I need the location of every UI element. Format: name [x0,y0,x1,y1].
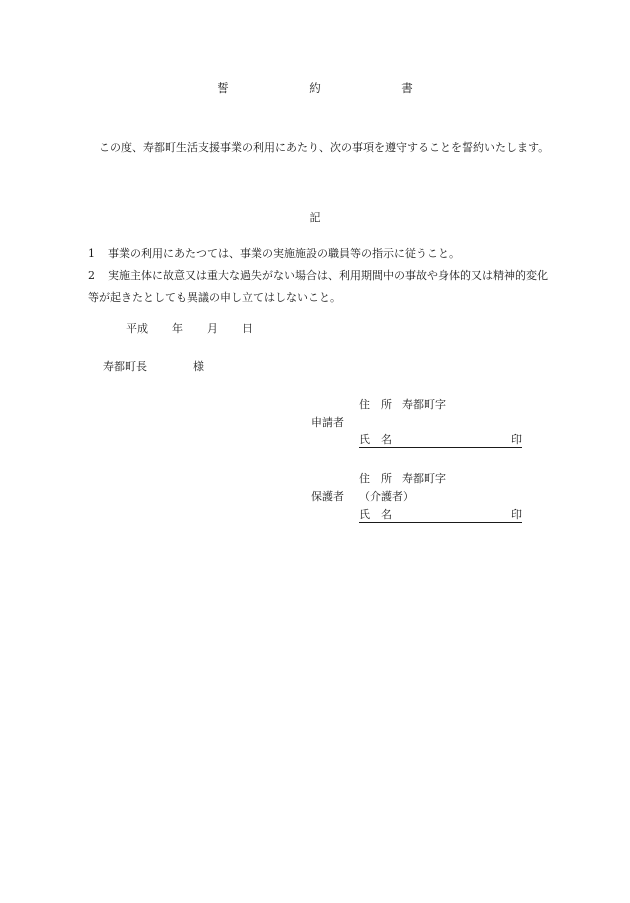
pledge-item-number: 2 [88,269,95,282]
guardian-name-label: 氏 名 [359,508,392,521]
addressee-honorific: 様 [193,360,204,373]
title-char-2: 約 [309,81,321,95]
date-day: 日 [242,322,253,335]
applicant-address [359,399,446,410]
applicant-address-label: 住 所 [359,398,392,411]
applicant-name-field[interactable] [359,434,522,448]
applicant-seal: 印 [511,433,522,446]
pledge-item-1 [88,243,550,265]
date-year: 年 [172,322,183,335]
guardian-address-label: 住 所 [359,472,392,485]
guardian-label: 保護者 [311,490,344,503]
guardian-address [359,473,446,484]
guardian-address-value: 寿都町字 [402,472,446,485]
addressee-name: 寿都町長 [103,360,147,373]
applicant-name-label: 氏 名 [359,433,392,446]
date-era: 平成 [126,322,148,335]
applicant-label: 申請者 [311,416,344,429]
title-char-3: 書 [401,81,413,95]
guardian-sub-label: （介護者） [359,490,414,503]
pledge-item-number: 1 [88,247,95,260]
addressee [103,361,204,372]
guardian-name-field[interactable] [359,509,522,523]
pledge-item-text: 実施主体に故意又は重大な過失がない場合は、利用期間中の事故や身体的又は精神的変化等が起きたとしても異議の申し立てはしないこと。 [88,269,548,304]
guardian-seal: 印 [511,508,522,521]
intro-paragraph: この度、寿都町生活支援事業の利用にあたり、次の事項を遵守することを誓約いたします。 [99,141,550,154]
ki-heading: 記 [309,211,321,224]
pledge-item-2 [88,265,550,309]
applicant-address-value: 寿都町字 [402,398,446,411]
document-title [0,83,630,95]
date-month: 月 [207,322,218,335]
title-char-1: 誓 [217,81,229,95]
date-line [126,323,253,334]
pledge-item-text: 事業の利用にあたつては、事業の実施施設の職員等の指示に従うこと。 [108,247,460,260]
